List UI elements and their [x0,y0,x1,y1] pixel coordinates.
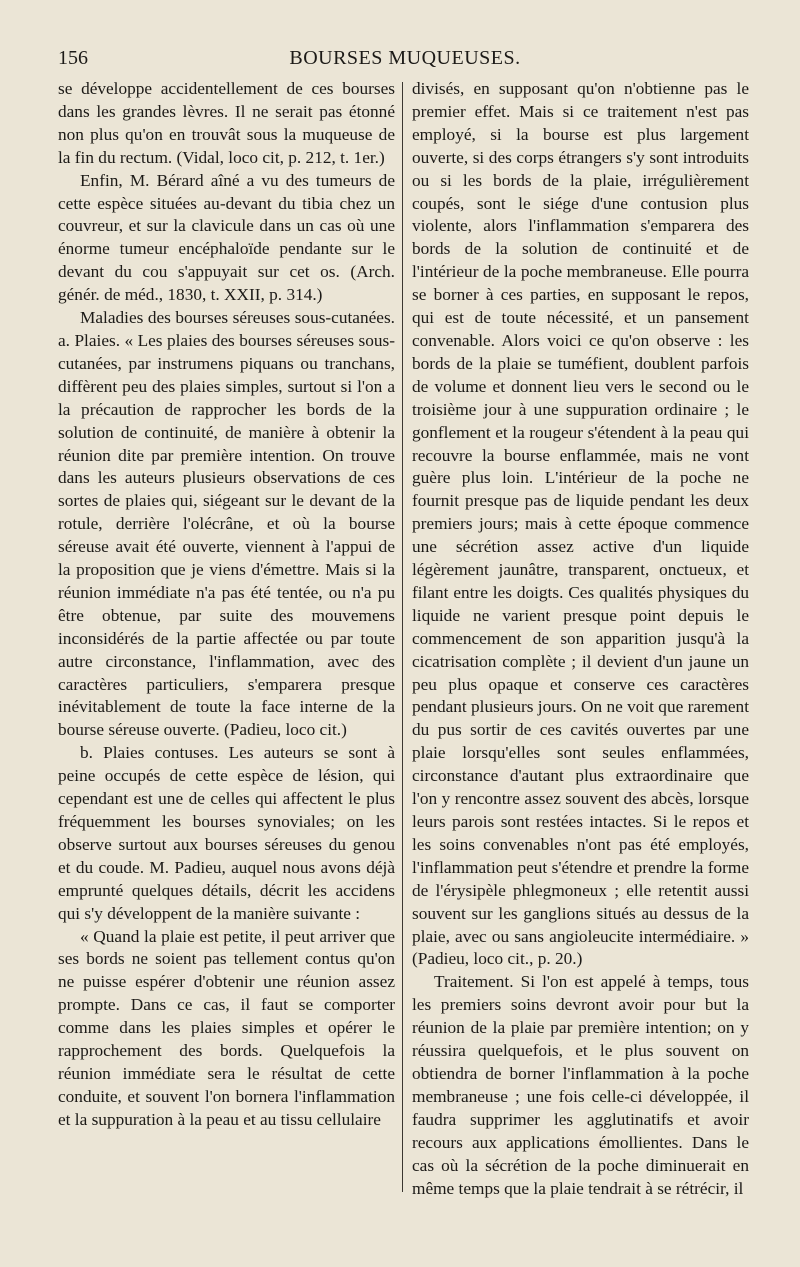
column-divider [402,82,403,1192]
paragraph: se développe accidentellement de ces bourses dans les grandes lèvres. Il ne serait pas étonné non plus qu'on en trouvât sous la muqueuse de la fin du rectum. (Vidal, loco cit, p. 212, t. 1er.) [58,79,395,167]
paragraph: divisés, en supposant qu'on n'obtienne pas le premier effet. Mais si ce traitement n'est pas employé, si la bourse est plus largement ouverte, si des corps étrangers s'y sont introduits ou si les bords de la plaie, irrégulièrement coupés, sont le siége d'une contusion plus violente, alors l'inflammation s'emparera des bords de la solution de continuité et de l'intérieur de la poche membraneuse. Elle pourra se borner à ces parties, en supposant le repos, qui est de toute nécessité, et un pansement convenable. Alors voici ce qu'on observe : les bords de la plaie se tuméfient, doublent parfois de volume et donnent lieu vers le second ou le troisième jour à une suppuration ordinaire ; le gonflement et la rougeur s'étendent à la peau qui recouvre la bourse enflammée, mais ne vont guère plus loin. L'intérieur de la poche ne fournit presque pas de liquide pendant les deux premiers jours; mais à cette époque commence une sécrétion assez active d'un liquide légèrement jaunâtre, transparent, onctueux, et filant entre les doigts. Ces qualités physiques du liquide ne varient presque point depuis le commencement de son apparition jusqu'à la cicatrisation complète ; il devient d'un jaune un peu plus opaque et conserve ces caractères pendant plusieurs jours. On ne voit que rarement du pus sortir de ces cavités ouvertes par une plaie lorsqu'elles sont seules enflammées, circonstance d'autant plus extraordinaire que l'on y rencontre assez souvent des abcès, lorsque leurs parois sont restées intactes. Si le repos et les soins convenables n'ont pas été employés, l'inflammation peut s'étendre et prendre la forme de l'érysipèle phlegmoneux ; elle retentit aussi souvent sur les ganglions situés au dessus de la plaie, avec ou sans angioleucite intermédiaire. » (Padieu, loco cit., p. 20.) [412,79,749,969]
right-column [412,78,749,1200]
running-title: BOURSES MUQUEUSES. [289,47,521,69]
paragraph: b. Plaies contuses. Les auteurs se sont à peine occupés de cette espèce de lésion, qui cependant est une de celles qui affectent le plus fréquemment les bourses synoviales; on les observe surtout aux bourses séreuses du genou et du coude. M. Padieu, auquel nous avons déjà emprunté quelques détails, décrit les accidens qui s'y développent de la manière suivante : [58,743,395,923]
paragraph: « Quand la plaie est petite, il peut arriver que ses bords ne soient pas tellement contus qu'on ne puisse espérer d'obtenir une réunion assez prompte. Dans ce cas, il faut se comporter comme dans les plaies simples et opérer le rapprochement des bords. Quelquefois la réunion immédiate sera le résultat de cette conduite, et souvent l'on bornera l'inflammation et la suppuration à la peau et au tissu cellulaire [58,926,395,1129]
paragraph: Enfin, M. Bérard aîné a vu des tumeurs de cette espèce situées au-devant du tibia chez un couvreur, et sur la clavicule dans un cas où une énorme tumeur encéphaloïde pendante sur le devant du cou s'appuyait sur cet os. (Arch. génér. de méd., 1830, t. XXII, p. 314.) [58,170,395,305]
page-header [58,47,752,77]
paragraph: Maladies des bourses séreuses sous-cutanées. a. Plaies. « Les plaies des bourses séreuses sous-cutanées, par instrumens piquans ou tranchans, diffèrent peu des plaies simples, surtout si l'on a la précaution de rapprocher les bords de la solution de continuité, de manière à obtenir la réunion dite par première intention. On trouve dans les auteurs plusieurs observations de ces sortes de plaies qui, siégeant sur le devant de la rotule, derrière l'olécrâne, et où la bourse séreuse avait été ouverte, viennent à l'appui de la proposition que je viens d'émettre. Mais si la réunion immédiate n'a pas été tentée, ou n'a pu être obtenue, par suite des mouvemens inconsidérés de la partie affectée ou par toute autre circonstance, l'inflammation, avec des caractères particuliers, s'emparera presque inévitablement de toute la face interne de la bourse séreuse ouverte. (Padieu, loco cit.) [58,308,395,740]
paragraph: Traitement. Si l'on est appelé à temps, tous les premiers soins devront avoir pour but la réunion de la plaie par première intention; on y réussira quelquefois, et le plus souvent on obtiendra de borner l'inflammation à la poche membraneuse ; une fois celle-ci développée, il faudra supprimer les agglutinatifs et avoir recours aux applications émollientes. Dans le cas où la sécrétion de la poche diminuerait en même temps que la plaie tendrait à se rétrécir, il [412,972,749,1198]
page-number: 156 [58,47,88,69]
left-column [58,78,395,1132]
